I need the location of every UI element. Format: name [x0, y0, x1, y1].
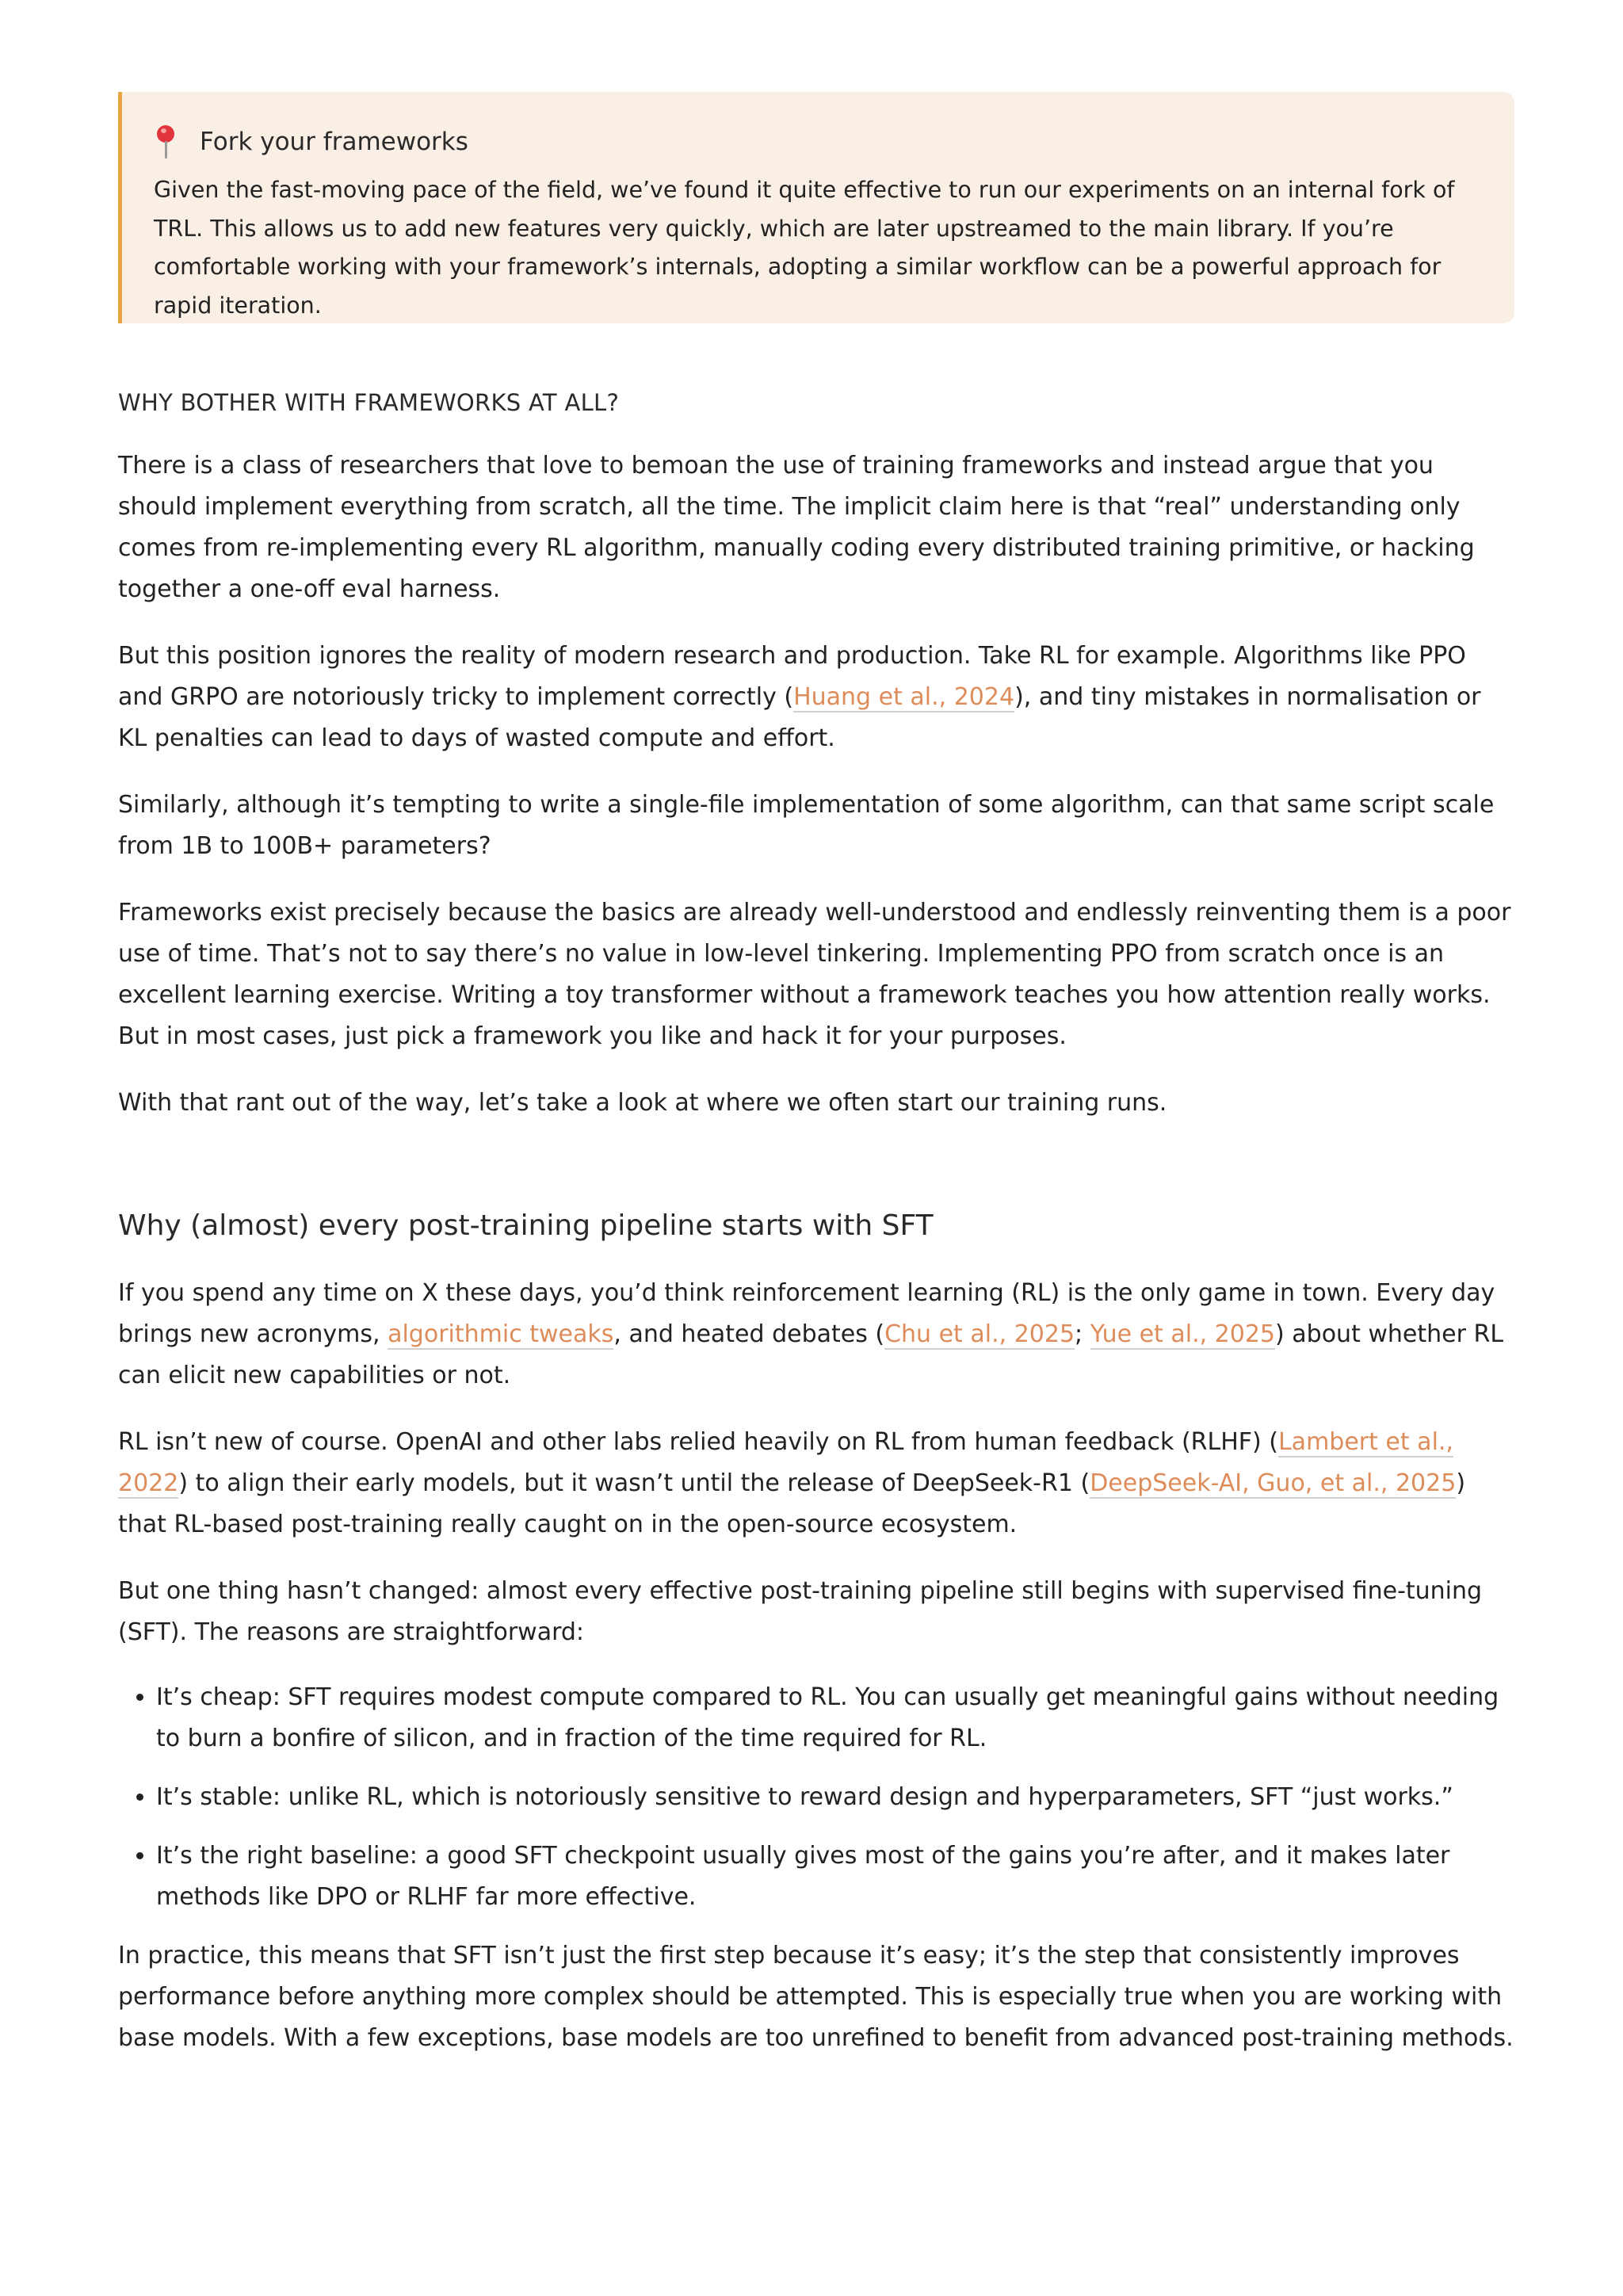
- paragraph: In practice, this means that SFT isn’t just the first step because it’s easy; it’s the step that consistently improves performance before anything more complex should be attempted. This is especially true when you are working with base models. With a few exceptions, base models are too unrefined to benefit from advanced post-training methods.: [118, 1942, 1514, 2052]
- section-heading: Why (almost) every post-training pipeline starts with SFT: [118, 1209, 934, 1242]
- paragraph: With that rant out of the way, let’s take a look at where we often start our training runs.: [118, 1089, 1167, 1117]
- algorithmic-tweaks-link[interactable]: algorithmic tweaks: [388, 1320, 614, 1348]
- callout-body: Given the fast-moving pace of the field, we’ve found it quite effective to run our experiments on an internal fork of TRL. This allows us to add new features very quickly, which are later upstreamed to the main library. If you’re comfortable working with your framework’s internals, adopting a similar workflow can be a powerful approach for rapid iteration.: [154, 177, 1455, 319]
- callout-box: [118, 92, 1514, 323]
- citation-link[interactable]: Chu et al., 2025: [884, 1320, 1075, 1348]
- bullet-list: [118, 1677, 1514, 1918]
- callout-title: Fork your frameworks: [200, 128, 468, 156]
- list-item: • It’s cheap: SFT requires modest compute compared to RL. You can usually get meaningful gains without needing to burn a bonfire of silicon, and in fraction of the time required for RL.: [156, 1677, 1514, 1759]
- callout-header: [154, 122, 1483, 162]
- paragraph: Similarly, although it’s tempting to write a single-file implementation of some algorithm, can that same script scale from 1B to 100B+ parameters?: [118, 791, 1495, 860]
- pushpin-icon: [154, 124, 178, 160]
- list-item: • It’s stable: unlike RL, which is notoriously sensitive to reward design and hyperparameters, SFT “just works.”: [156, 1777, 1514, 1818]
- paragraph: But one thing hasn’t changed: almost every effective post-training pipeline still begins with supervised fine-tuning (SFT). The reasons are straightforward:: [118, 1577, 1483, 1646]
- paragraph: RL isn’t new of course. OpenAI and other labs relied heavily on RL from human feedback (RLHF) (Lambert et al., 2022) to align their early models, but it wasn’t until the release of DeepSeek-R1 (DeepSeek-AI, Guo, et al., 2025) that RL-based post-training really caught on in the open-source ecosystem.: [118, 1428, 1466, 1538]
- citation-link[interactable]: Lambert et al., 2022: [118, 1428, 1453, 1497]
- citation-link[interactable]: Huang et al., 2024: [793, 683, 1015, 711]
- citation-link[interactable]: DeepSeek-AI, Guo, et al., 2025: [1090, 1469, 1457, 1497]
- paragraph: If you spend any time on X these days, you’d think reinforcement learning (RL) is the only game in town. Every day brings new acronyms, algorithmic tweaks, and heated debates (Chu et al., 2025; Yue et al., 2025) about whether RL can elicit new capabilities or not.: [118, 1279, 1504, 1389]
- citation-link[interactable]: Yue et al., 2025: [1090, 1320, 1276, 1348]
- article-content: [118, 92, 1514, 2059]
- section-label: WHY BOTHER WITH FRAMEWORKS AT ALL?: [118, 389, 620, 416]
- list-item: • It’s the right baseline: a good SFT checkpoint usually gives most of the gains you’re after, and it makes later methods like DPO or RLHF far more effective.: [156, 1836, 1514, 1918]
- paragraph: There is a class of researchers that love to bemoan the use of training frameworks and instead argue that you should implement everything from scratch, all the time. The implicit claim here is that “real” understanding only comes from re-implementing every RL algorithm, manually coding every distributed training primitive, or hacking together a one-off eval harness.: [118, 452, 1475, 603]
- paragraph: Frameworks exist precisely because the basics are already well-understood and endlessly reinventing them is a poor use of time. That’s not to say there’s no value in low-level tinkering. Implementing PPO from scratch once is an excellent learning exercise. Writing a toy transformer without a framework teaches you how attention really works. But in most cases, just pick a framework you like and hack it for your purposes.: [118, 899, 1511, 1050]
- paragraph: But this position ignores the reality of modern research and production. Take RL for example. Algorithms like PPO and GRPO are notoriously tricky to implement correctly (Huang et al., 2024), and tiny mistakes in normalisation or KL penalties can lead to days of wasted compute and effort.: [118, 642, 1481, 752]
